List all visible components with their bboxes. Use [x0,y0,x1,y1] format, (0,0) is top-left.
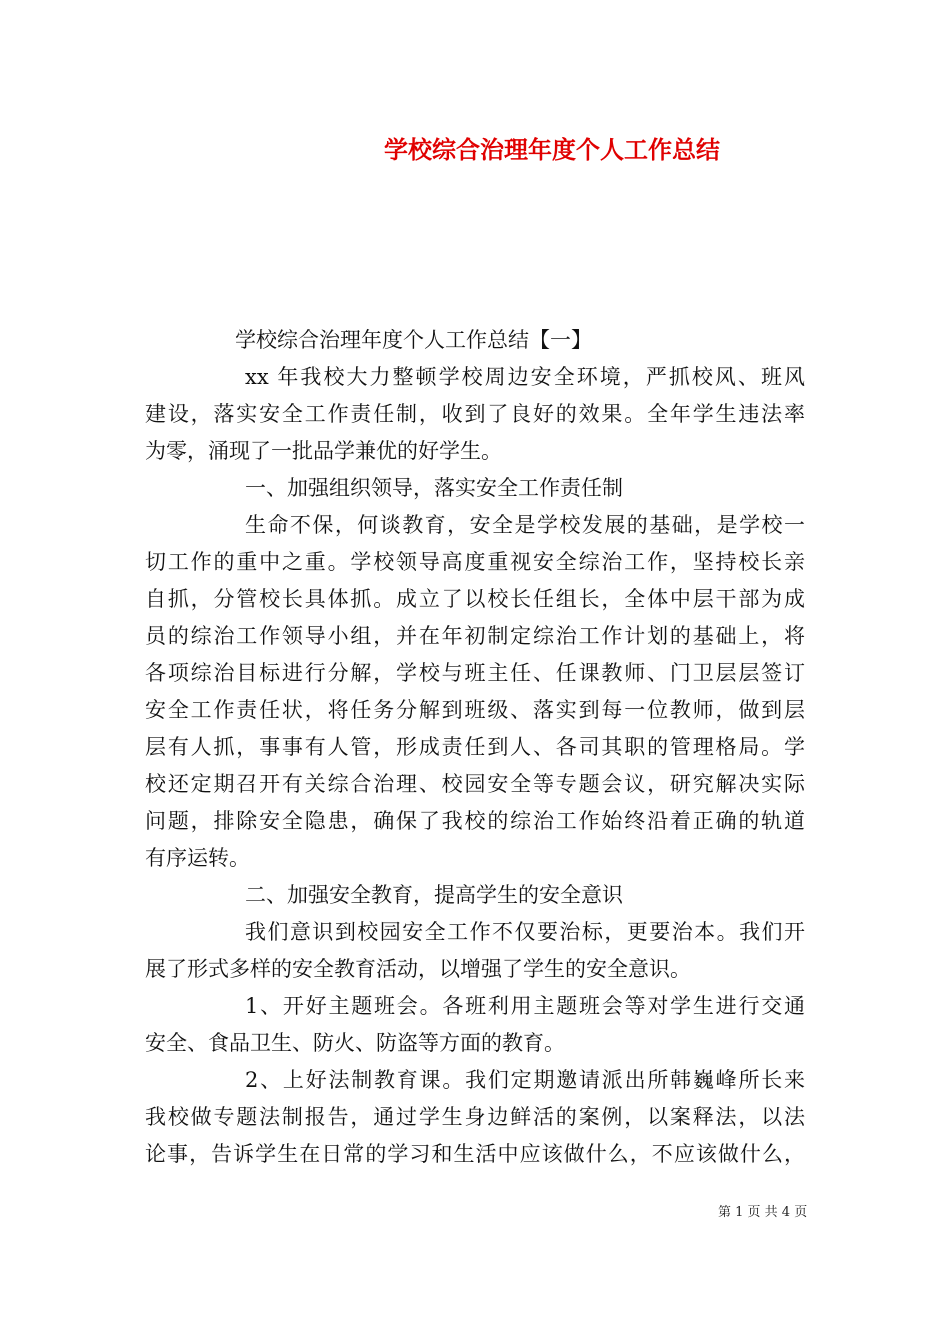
page-footer: 第 1 页 共 4 页 [718,1205,808,1220]
text-line: 切工作的重中之重。学校领导高度重视安全综治工作，坚持校长亲 [145,550,805,574]
text-line: 安全工作责任状，将任务分解到班级、落实到每一位教师，做到层 [145,698,805,722]
section-heading: 学校综合治理年度个人工作总结【一】 [235,328,592,352]
text-line: 安全、食品卫生、防火、防盗等方面的教育。 [145,1031,565,1055]
text-line: 我们意识到校园安全工作不仅要治标，更要治本。我们开 [245,920,805,944]
text-line: 一、加强组织领导，落实安全工作责任制 [245,476,623,500]
document-title: 学校综合治理年度个人工作总结 [384,136,720,164]
document-body [145,322,805,1173]
text-line: 1、开好主题班会。各班利用主题班会等对学生进行交通 [245,994,805,1018]
text-line: 员的综治工作领导小组，并在年初制定综治工作计划的基础上，将 [145,624,805,648]
text-line: 各项综治目标进行分解，学校与班主任、任课教师、门卫层层签订 [145,661,805,685]
text-line: 展了形式多样的安全教育活动，以增强了学生的安全意识。 [145,957,691,981]
text-line: 二、加强安全教育，提高学生的安全意识 [245,883,623,907]
text-line: 层有人抓，事事有人管，形成责任到人、各司其职的管理格局。学 [145,735,805,759]
text-line: 自抓，分管校长具体抓。成立了以校长任组长，全体中层干部为成 [145,587,805,611]
text-line: 为零，涌现了一批品学兼优的好学生。 [145,439,502,463]
text-line: 我校做专题法制报告，通过学生身边鲜活的案例，以案释法，以法 [145,1105,805,1129]
text-line: 问题，排除安全隐患，确保了我校的综治工作始终沿着正确的轨道 [145,809,805,833]
text-line: 有序运转。 [145,846,250,870]
text-line: 论事，告诉学生在日常的学习和生活中应该做什么，不应该做什么， [145,1142,805,1166]
text-line: xx 年我校大力整顿学校周边安全环境，严抓校风、班风 [245,365,805,389]
text-line: 建设，落实安全工作责任制，收到了良好的效果。全年学生违法率 [145,402,805,426]
text-line: 2、上好法制教育课。我们定期邀请派出所韩巍峰所长来 [245,1068,805,1092]
text-line: 生命不保，何谈教育，安全是学校发展的基础，是学校一 [245,513,805,537]
text-line: 校还定期召开有关综合治理、校园安全等专题会议，研究解决实际 [145,772,805,796]
